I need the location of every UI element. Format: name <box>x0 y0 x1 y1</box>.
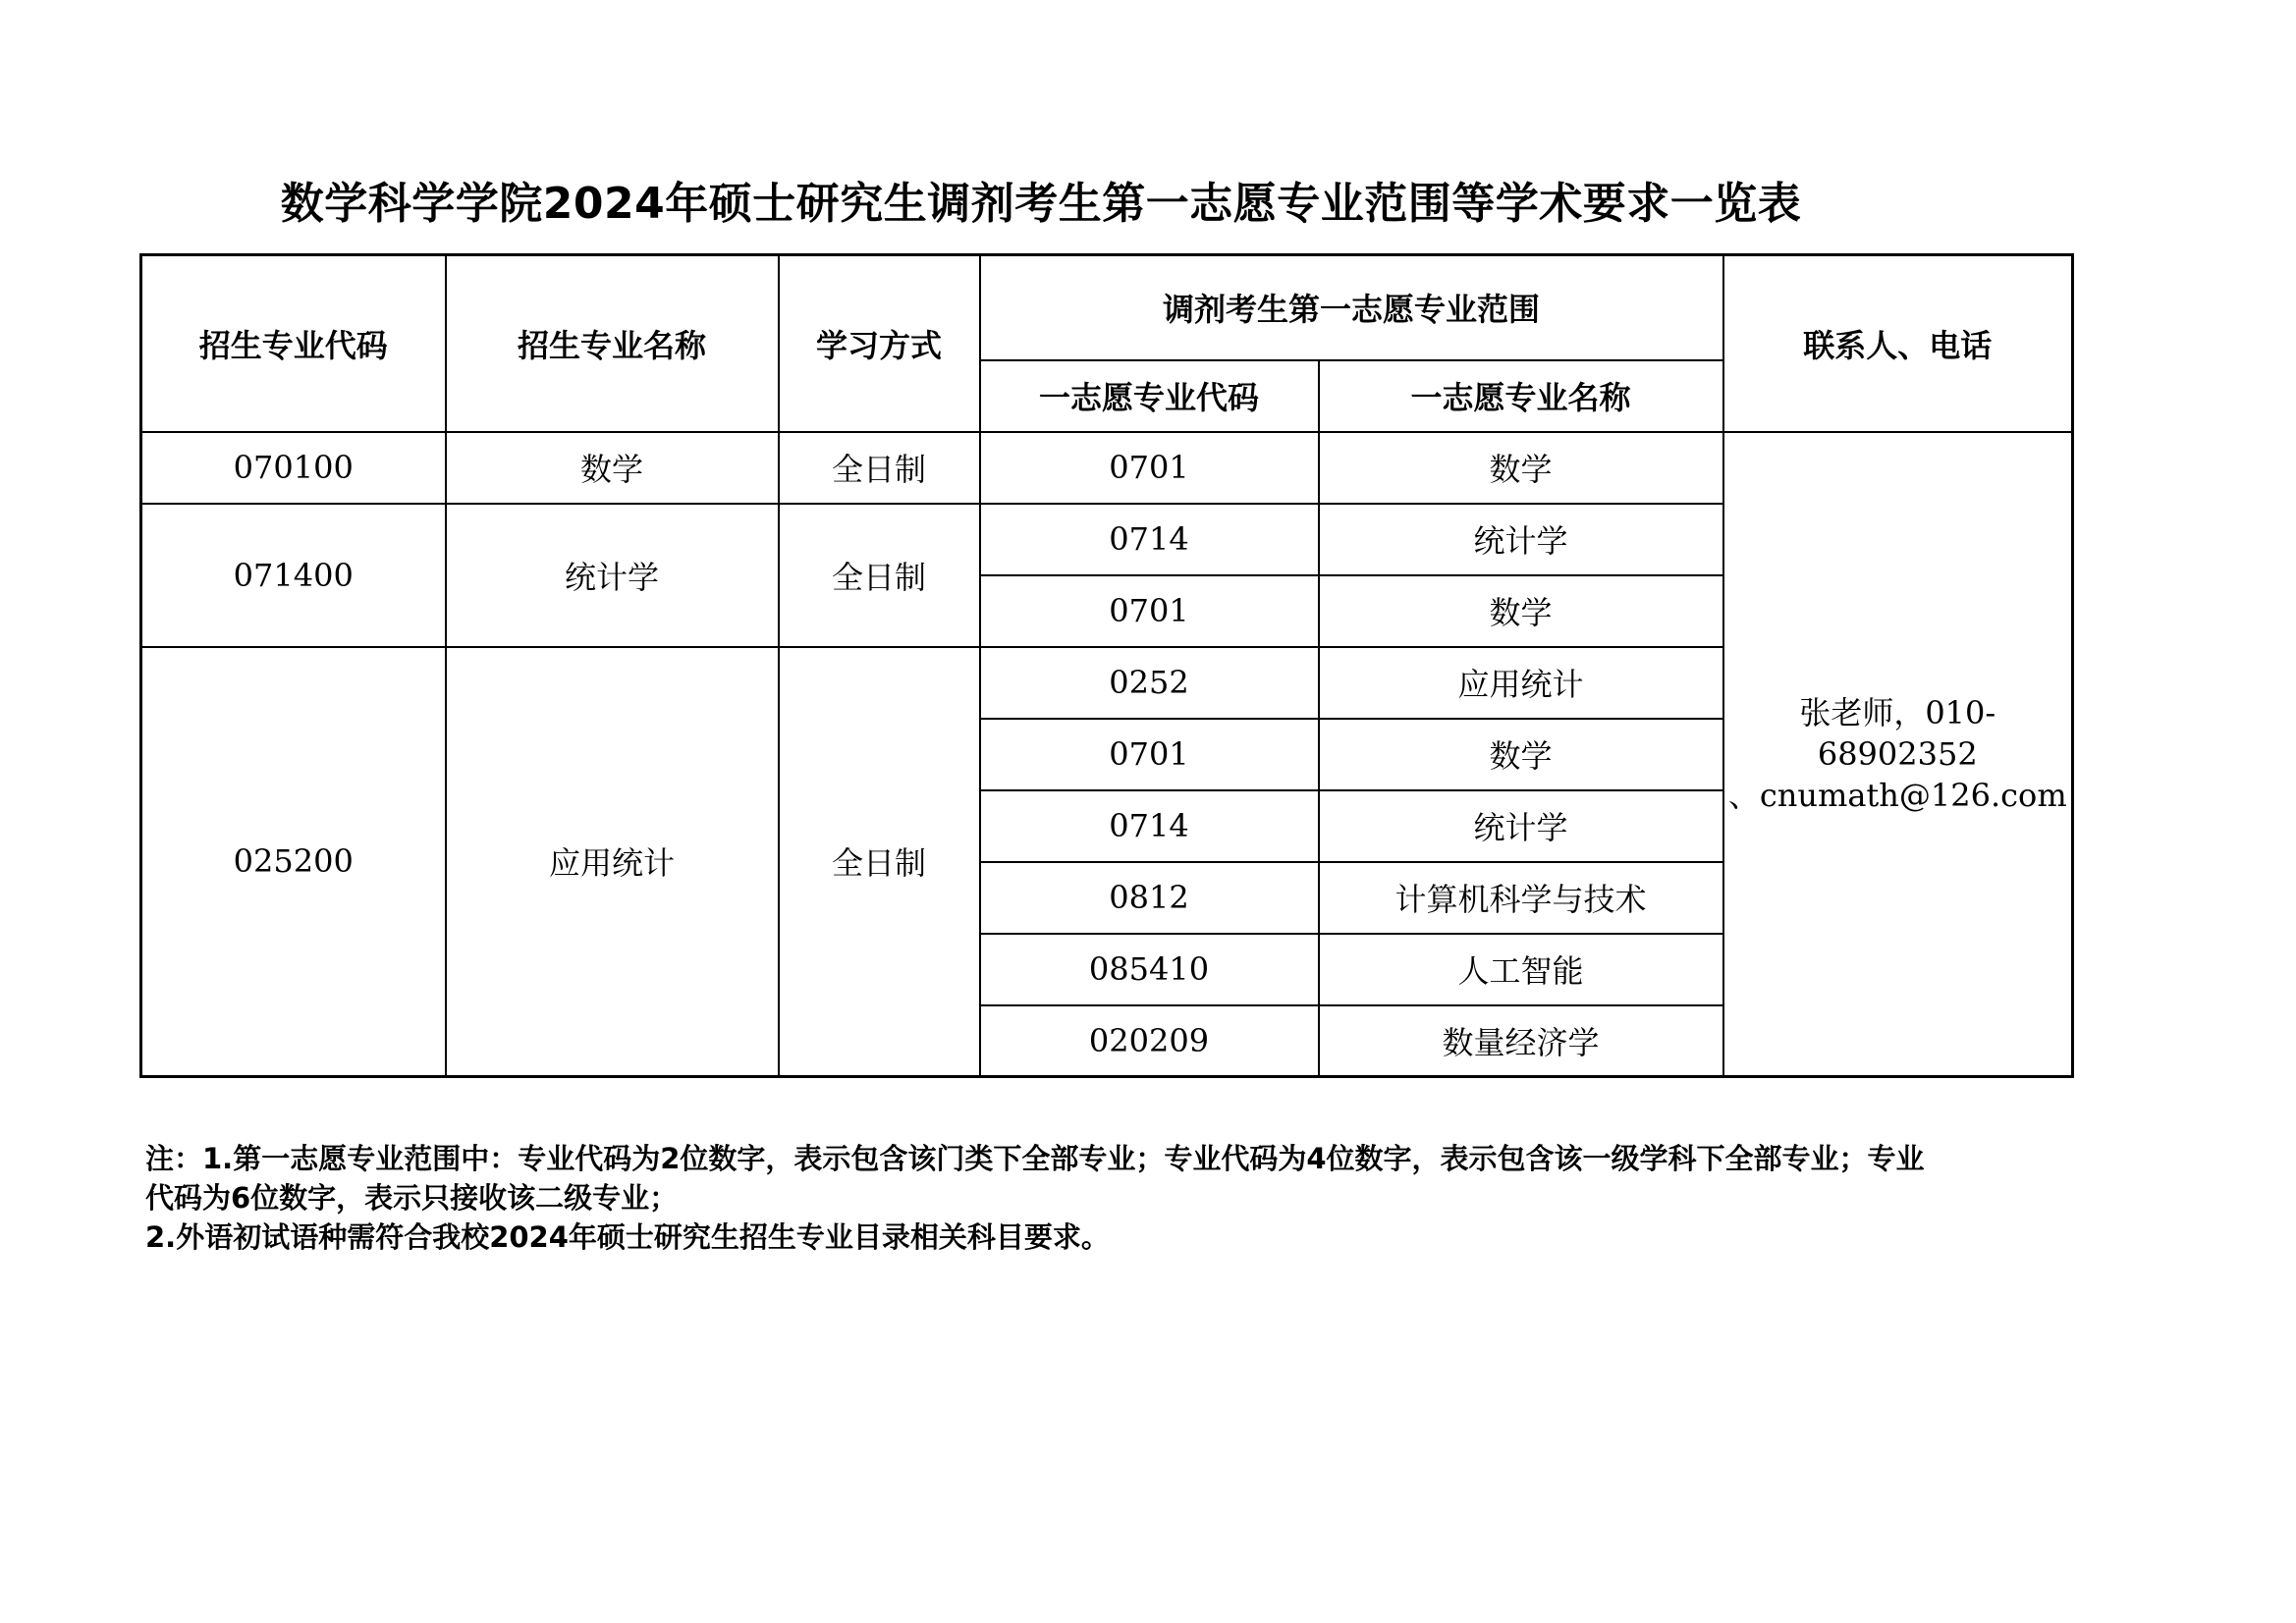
header-first-choice-name: 一志愿专业名称 <box>1319 360 1723 432</box>
major-name-cell: 数学 <box>446 432 779 504</box>
note-line: 2.外语初试语种需符合我校2024年硕士研究生招生专业目录相关科目要求。 <box>145 1220 1110 1254</box>
page-title: 数学科学学院2024年硕士研究生调剂考生第一志愿专业范围等学术要求一览表 <box>280 179 1802 229</box>
majors-table <box>139 253 2074 1078</box>
first-choice-name-cell: 应用统计 <box>1319 647 1723 719</box>
note-line: 注：1.第一志愿专业范围中：专业代码为2位数字，表示包含该门类下全部专业；专业代码为4位数字，表示包含该一级学科下全部专业；专业 <box>145 1142 1925 1175</box>
first-choice-name-cell: 数量经济学 <box>1319 1005 1723 1077</box>
contact-cell <box>1723 432 2073 1077</box>
first-choice-name-cell: 计算机科学与技术 <box>1319 862 1723 934</box>
first-choice-code-cell: 0701 <box>980 575 1319 647</box>
header-study-mode: 学习方式 <box>779 255 980 432</box>
contact-line-email: 、cnumath@126.com <box>1727 776 2067 814</box>
major-code-cell: 070100 <box>141 432 446 504</box>
first-choice-code-cell: 0252 <box>980 647 1319 719</box>
first-choice-name-cell: 统计学 <box>1319 790 1723 862</box>
study-mode-cell: 全日制 <box>779 647 980 1077</box>
notes <box>145 1139 2070 1257</box>
first-choice-name-cell: 数学 <box>1319 575 1723 647</box>
major-name-cell: 统计学 <box>446 504 779 647</box>
first-choice-code-cell: 0714 <box>980 504 1319 575</box>
first-choice-code-cell: 0812 <box>980 862 1319 934</box>
table-row <box>141 432 2073 504</box>
contact-line-phone: 张老师，010-68902352 <box>1799 693 1996 773</box>
header-major-code: 招生专业代码 <box>141 255 446 432</box>
header-major-name: 招生专业名称 <box>446 255 779 432</box>
first-choice-name-cell: 人工智能 <box>1319 934 1723 1005</box>
header-contact: 联系人、电话 <box>1723 255 2073 432</box>
major-code-cell: 071400 <box>141 504 446 647</box>
note-line: 代码为6位数字，表示只接收该二级专业； <box>145 1181 679 1215</box>
first-choice-code-cell: 0714 <box>980 790 1319 862</box>
header-first-choice-code: 一志愿专业代码 <box>980 360 1319 432</box>
first-choice-name-cell: 统计学 <box>1319 504 1723 575</box>
header-first-choice-range: 调剂考生第一志愿专业范围 <box>980 255 1723 360</box>
first-choice-code-cell: 0701 <box>980 719 1319 790</box>
first-choice-code-cell: 020209 <box>980 1005 1319 1077</box>
first-choice-code-cell: 085410 <box>980 934 1319 1005</box>
study-mode-cell: 全日制 <box>779 432 980 504</box>
first-choice-name-cell: 数学 <box>1319 719 1723 790</box>
first-choice-code-cell: 0701 <box>980 432 1319 504</box>
major-name-cell: 应用统计 <box>446 647 779 1077</box>
first-choice-name-cell: 数学 <box>1319 432 1723 504</box>
study-mode-cell: 全日制 <box>779 504 980 647</box>
major-code-cell: 025200 <box>141 647 446 1077</box>
